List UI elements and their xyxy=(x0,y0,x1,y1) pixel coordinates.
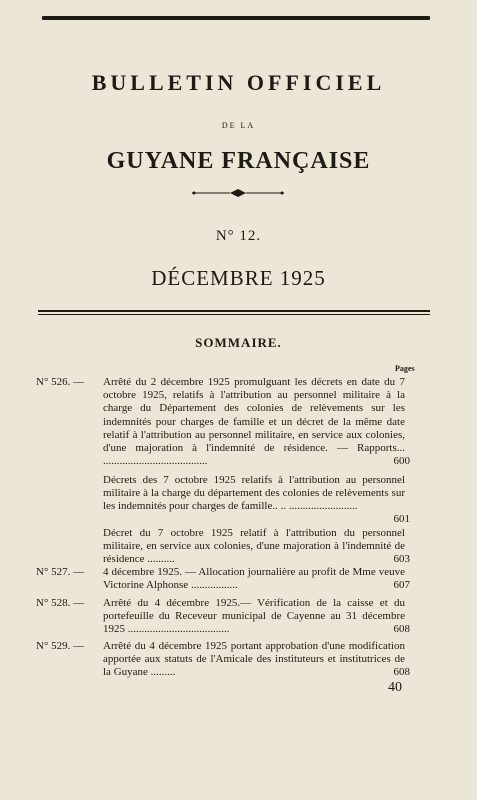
entry-page: 607 xyxy=(393,579,410,591)
dot-leader: .......... xyxy=(147,553,175,566)
entry-page: 601 xyxy=(393,513,410,525)
summary-entry-527 xyxy=(36,566,408,596)
entry-page: 608 xyxy=(393,666,410,678)
summary-entry-529 xyxy=(36,640,408,682)
entry-text-content: Arrêté du 2 décembre 1925 promulguant les décrets en date du 7 octobre 1925, relatifs à l'attribution au personnel militaire à la charge du Département des colonies de relèvements sur les indemnités pour charges de famille et un décret de la même date relatif à l'attribution au personnel militaire, en service aux colonies, d'une majoration à l'indemnité de résidence. — Rapports... xyxy=(103,376,405,455)
entry-number: N° 527. — xyxy=(36,566,85,578)
summary-subentry-decret xyxy=(36,527,408,569)
issue-date: DÉCEMBRE 1925 xyxy=(151,266,326,290)
summary-subentry-decrets xyxy=(36,474,408,530)
pages-column-label: Pages xyxy=(395,364,415,373)
dot-leader: ..................................... xyxy=(127,623,230,636)
entry-text xyxy=(103,527,405,567)
entry-text-content: Décret du 7 octobre 1925 relatif à l'attribution du personnel militaire, en service aux colonies, d'une majoration à l'indemnité de résidence xyxy=(103,527,405,566)
dot-leader: ................. xyxy=(190,579,238,592)
page-folio: 40 xyxy=(388,680,402,695)
dot-leader: ...................................... xyxy=(103,455,208,468)
de-la-label: DE LA xyxy=(221,121,256,130)
entry-page: 603 xyxy=(393,553,410,565)
entry-text-content: Arrêté du 4 décembre 1925 portant approbation d'une modification apportée aux statuts de l'Amicale des instituteurs et institutrices de la Guyane xyxy=(103,640,405,679)
entry-text-content: Décrets des 7 octobre 1925 relatifs à l'attribution au personnel militaire à la charge du département des colonies de relèvements sur les indemnités pour charges de famille.. .. xyxy=(103,474,405,513)
entry-text xyxy=(103,640,405,680)
summary-heading: SOMMAIRE. xyxy=(195,335,282,350)
dot-leader: ......... xyxy=(150,666,176,679)
ornament-rule-icon xyxy=(190,188,286,198)
entry-number: N° 526. — xyxy=(36,376,85,388)
entry-number: N° 529. — xyxy=(36,640,85,652)
issue-number: N° 12. xyxy=(215,228,262,244)
entry-text xyxy=(103,566,405,592)
territory-title: GUYANE FRANÇAISE xyxy=(106,148,371,174)
entry-text xyxy=(103,376,405,468)
dot-leader: ......................... xyxy=(288,500,358,513)
header-rule xyxy=(38,310,430,315)
entry-text xyxy=(103,474,405,514)
top-rule xyxy=(42,16,430,20)
entry-number: N° 528. — xyxy=(36,597,85,609)
summary-entry-526 xyxy=(36,376,408,472)
entry-page: 608 xyxy=(393,623,410,635)
bulletin-title: BULLETIN OFFICIEL xyxy=(91,70,386,95)
entry-page: 600 xyxy=(393,455,410,467)
entry-text-content: 4 décembre 1925. — Allocation journalière au profit de Mme veuve Victorine Alphonse xyxy=(103,566,405,592)
entry-text-content: Arrêté du 4 décembre 1925.— Vérification de la caisse et du portefeuille du Receveur municipal de Cayenne au 31 décembre 1925 xyxy=(103,597,405,636)
summary-entry-528 xyxy=(36,597,408,639)
entry-text xyxy=(103,597,405,637)
